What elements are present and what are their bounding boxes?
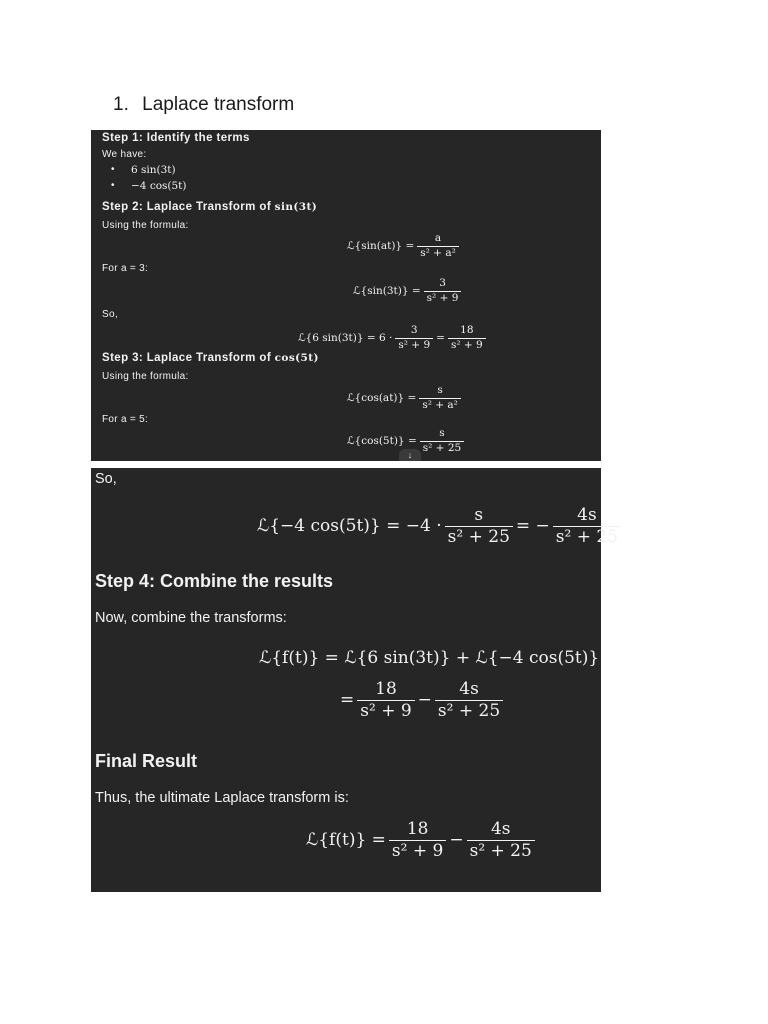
denominator: s² + 9 — [395, 338, 433, 352]
step3-formula-lhs: ℒ{cos(at)} = — [347, 392, 417, 405]
equation-cos-transform — [257, 506, 624, 546]
eq3-frac-2 — [467, 820, 535, 860]
numerator: 18 — [406, 819, 429, 839]
step3-title-math: cos(5t) — [274, 352, 319, 364]
eq3-minus: − — [449, 830, 464, 851]
step2-formula — [347, 233, 462, 259]
eq2-equals: = — [340, 690, 355, 711]
bullet-2: • — [111, 180, 115, 191]
step2-sub-lhs: ℒ{sin(3t)} = — [353, 285, 421, 298]
heading-title: Laplace transform — [142, 94, 295, 115]
eq3-lhs: ℒ{f(t)} = — [306, 830, 386, 851]
numerator: s — [474, 505, 484, 525]
list-heading — [113, 94, 294, 116]
screenshot-panel-bottom — [91, 468, 619, 892]
step2-title-math: sin(3t) — [274, 201, 318, 213]
numerator: 3 — [439, 277, 446, 289]
step2-formula-frac — [417, 233, 459, 259]
step2-so: So, — [102, 309, 118, 320]
eq1-frac-2 — [553, 506, 621, 546]
equation-combine-line1: ℒ{f(t)} = ℒ{6 sin(3t)} + ℒ{−4 cos(5t)} — [259, 648, 600, 668]
denominator: s² + a² — [419, 398, 461, 412]
step3-sub-frac — [420, 428, 464, 454]
numerator: 4s — [459, 679, 479, 699]
step2-title — [102, 201, 317, 213]
equals-sign: = — [436, 332, 445, 345]
so-text: So, — [95, 471, 117, 487]
step2-sub-frac — [424, 278, 462, 304]
we-have-text: We have: — [102, 149, 147, 160]
step3-sub-lhs: ℒ{cos(5t)} = — [347, 435, 417, 448]
numerator: a — [434, 232, 442, 244]
eq1-frac-1 — [445, 506, 513, 546]
step2-using-text: Using the formula: — [102, 220, 189, 231]
numerator: s — [437, 384, 443, 396]
equation-combine-line2 — [340, 680, 506, 720]
screenshot-panel-top — [91, 130, 601, 461]
list-number: 1. — [113, 94, 129, 115]
step3-using-text: Using the formula: — [102, 371, 189, 382]
denominator: s² + 9 — [357, 700, 414, 721]
step2-so-frac-2 — [448, 325, 486, 351]
bullet-1-text: 6 sin(3t) — [131, 164, 176, 176]
eq2-frac-2 — [435, 680, 503, 720]
final-result-title: Final Result — [95, 751, 198, 771]
step3-for-a: For a = 5: — [102, 414, 149, 425]
final-result-text: Thus, the ultimate Laplace transform is: — [95, 790, 349, 806]
step4-text: Now, combine the transforms: — [95, 610, 287, 626]
numerator: 3 — [410, 324, 418, 336]
step3-formula-frac — [419, 385, 461, 411]
denominator: s² + 9 — [448, 338, 486, 352]
step2-formula-lhs: ℒ{sin(at)} = — [347, 240, 415, 253]
eq3-frac-1 — [389, 820, 446, 860]
step3-formula — [347, 385, 464, 411]
denominator: s² + 25 — [445, 526, 513, 547]
step4-title: Step 4: Combine the results — [95, 571, 334, 591]
step3-title — [102, 352, 319, 364]
equation-final — [306, 820, 538, 860]
numerator: 18 — [375, 679, 397, 699]
step3-title-prefix: Step 3: Laplace Transform of — [102, 352, 275, 364]
scroll-down-icon[interactable]: ↓ — [399, 449, 421, 461]
bullet-2-text: −4 cos(5t) — [131, 180, 187, 192]
denominator: s² + 25 — [420, 441, 464, 455]
denominator: s² + 25 — [435, 700, 503, 721]
step1-title: Step 1: Identify the terms — [102, 132, 250, 144]
eq2-frac-1 — [357, 680, 414, 720]
bullet-1: • — [111, 164, 115, 175]
denominator: s² + 9 — [424, 291, 462, 305]
eq1-equals: = − — [515, 516, 550, 537]
step2-so-formula — [298, 325, 489, 351]
denominator: s² + a² — [417, 246, 459, 260]
denominator: s² + 25 — [553, 526, 621, 547]
eq2-minus: − — [417, 690, 432, 711]
step2-sub-formula — [353, 278, 464, 304]
denominator: s² + 9 — [389, 840, 446, 861]
step2-so-frac-1 — [395, 325, 433, 351]
step2-for-a: For a = 3: — [102, 263, 149, 274]
numerator: 4s — [490, 819, 511, 839]
eq1-lhs: ℒ{−4 cos(5t)} = −4 · — [257, 516, 442, 537]
step2-title-prefix: Step 2: Laplace Transform of — [102, 201, 275, 213]
numerator: s — [439, 427, 445, 439]
denominator: s² + 25 — [467, 840, 535, 861]
numerator: 4s — [577, 505, 597, 525]
step2-so-lhs: ℒ{6 sin(3t)} = 6 · — [298, 332, 393, 345]
numerator: 18 — [460, 324, 474, 336]
